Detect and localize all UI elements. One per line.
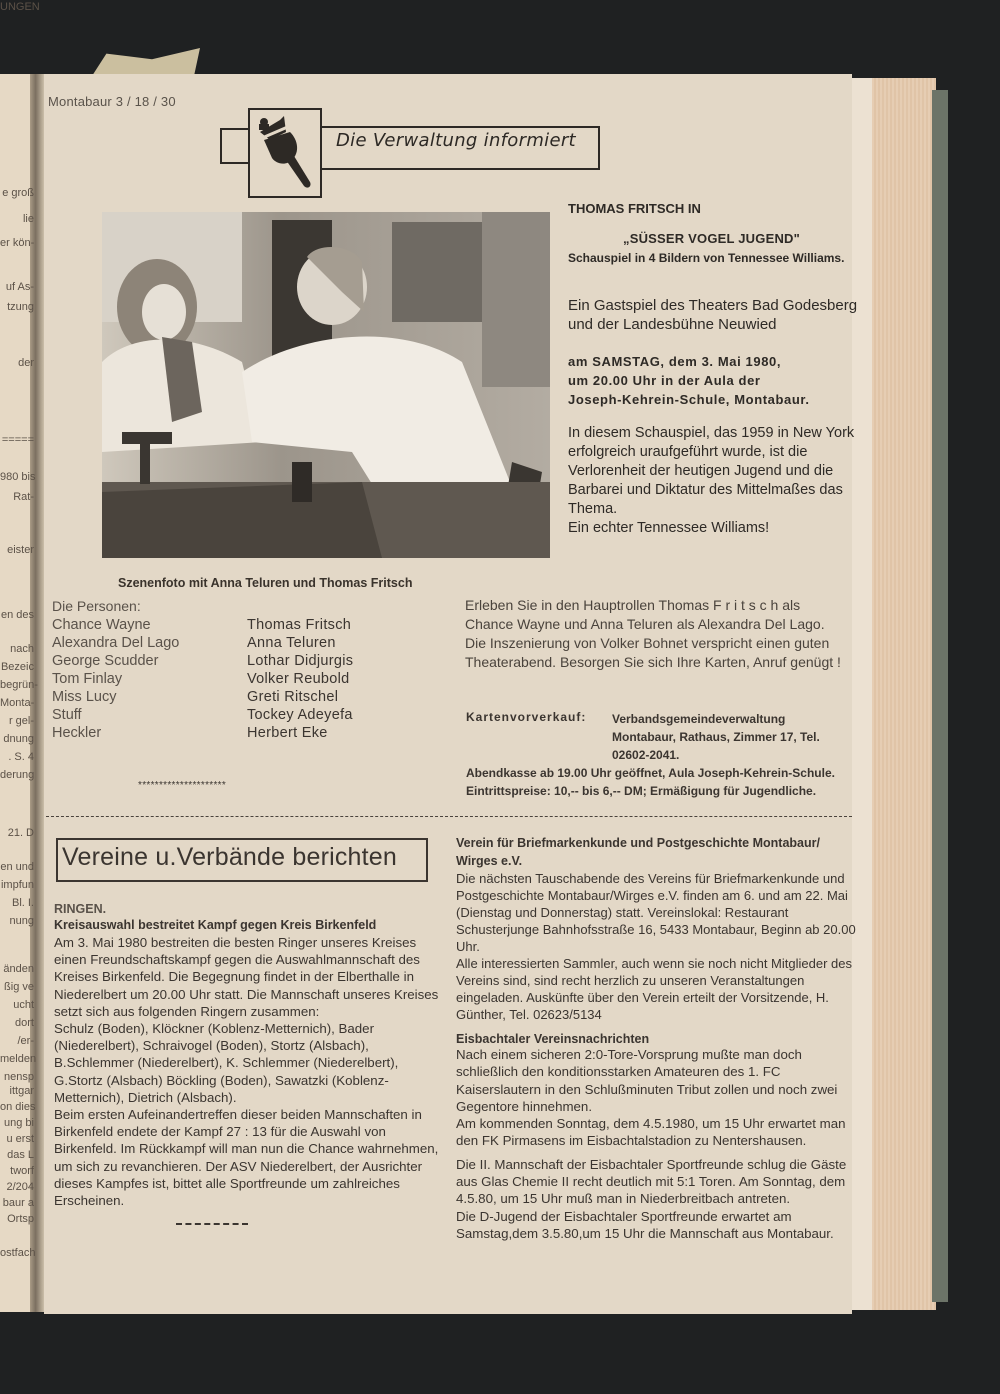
cast-row xyxy=(52,724,432,742)
left-page-fragment-text: Ortsp xyxy=(7,1213,34,1225)
eisbachtal-article xyxy=(456,1046,856,1242)
cast-role: Heckler xyxy=(52,725,102,741)
left-page-fragment-text: Monta- xyxy=(0,697,35,709)
left-page-fragment-text: baur a xyxy=(2,1197,34,1209)
section-divider xyxy=(46,816,852,817)
cast-row xyxy=(52,616,432,634)
play-venue-line: Joseph-Kehrein-Schule, Montabaur. xyxy=(568,392,810,407)
left-page-fragment-text: en des xyxy=(0,609,34,621)
promo-text xyxy=(465,596,845,672)
left-page-fragment-text: impfun xyxy=(0,879,34,891)
cast-actor: Herbert Eke xyxy=(247,725,328,741)
stamp-club-paragraph: Die nächsten Tauschabende des Vereins für Briefmarkenkunde und Postgeschichte Montabaur/Wirges e.V. finden am 6. und am 22. Mai (Dienstag und Donnerstag) statt. Vereinslokal: Restaurant Schusterjunge Bahnhofsstraße 16, 5433 Montabaur, Beginn ab 20.00 Uhr. xyxy=(456,871,856,954)
left-page-fragment-text: Bl. I. xyxy=(11,897,34,909)
scene-photo xyxy=(102,212,550,558)
banner-title: Die Verwaltung informiert xyxy=(336,130,576,151)
play-description-end: Ein echter Tennessee Williams! xyxy=(568,520,770,536)
cast-actor: Thomas Fritsch xyxy=(247,617,352,633)
banner-icon-frame xyxy=(248,108,322,198)
cast-role: Alexandra Del Lago xyxy=(52,635,180,651)
cast-row xyxy=(52,706,432,724)
eisbachtal-paragraph: Nach einem sicheren 2:0-Tore-Vorsprung mußte man doch schließlich den konditionsstarken Amateuren des 1. FC Kaiserslautern in den Schlußminuten Tribut zollen und noch zwei Gegentore hinnehmen. xyxy=(456,1047,838,1114)
cast-role: Tom Finlay xyxy=(52,671,123,687)
book-cover-edge xyxy=(932,90,948,1302)
wrestling-paragraph: Beim ersten Aufeinandertreffen dieser beiden Mannschaften in Birkenfeld endete der Kampf 27 : 13 für die Auswahl von Birkenfeld. Im Rückkampf will man nun die Chance wahrnehmen, um sich zu revanchieren. Der ASV Niederelbert, der Ausrichter dieses Kampfes ist, bittet alle Sportfreunde um zahlreiches Erscheinen. xyxy=(54,1107,439,1209)
cast-row xyxy=(52,670,432,688)
left-page-fragment-text: en und xyxy=(0,861,34,873)
left-page-fragment-text: Bezeic xyxy=(0,661,34,673)
left-page-fragment-text: ===== xyxy=(1,434,34,446)
left-page-fragment-text: der xyxy=(18,357,34,369)
left-page-fragment-text: dnung xyxy=(3,733,34,745)
page-reference: Montabaur 3 / 18 / 30 xyxy=(48,94,176,109)
cast-actor: Volker Reubold xyxy=(247,671,350,687)
left-page-fragment-text: tzung xyxy=(7,301,34,313)
left-page-fragment-text: 21. D xyxy=(7,827,34,839)
left-page-fragment-text: ostfach xyxy=(0,1247,36,1259)
left-page-fragment-text: . S. 4 xyxy=(8,751,34,763)
promo-production: Die Inszenierung von Volker Bohnet verspricht einen guten Theaterabend. Besorgen Sie sich Ihre Karten, Anruf genügt ! xyxy=(465,635,841,670)
cast-row xyxy=(52,688,432,706)
left-page-fragment-text: derung xyxy=(0,769,35,781)
left-page-fragment-text: eister xyxy=(7,544,34,556)
play-description-text: In diesem Schauspiel, das 1959 in New York erfolgreich uraufgeführt wurde, ist die Verlorenheit der heutigen Jugend und die Barbarei und Diktatur des Mittelmaßes das Thema. xyxy=(568,425,855,517)
eisbachtal-heading: Eisbachtaler Vereinsnachrichten xyxy=(456,1032,650,1046)
play-title: „SÜSSER VOGEL JUGEND" xyxy=(623,231,800,246)
left-page-fragment-text: er kön- xyxy=(0,237,35,249)
left-page-fragment-text: dort xyxy=(15,1017,34,1029)
article-end-rule xyxy=(176,1223,248,1225)
left-page-fragment-text: ßig ve xyxy=(4,981,34,993)
left-page-fragment-text: on dies xyxy=(0,1101,36,1113)
left-page-fragment-text: nensp xyxy=(4,1071,34,1083)
town-crier-bell-icon xyxy=(250,110,320,196)
wrestling-article xyxy=(54,934,446,1209)
play-subtitle: Schauspiel in 4 Bildern von Tennessee Williams. xyxy=(568,251,845,265)
photo-caption: Szenenfoto mit Anna Teluren und Thomas Fritsch xyxy=(118,576,413,590)
left-page-fragment-text: UNGEN xyxy=(0,1,40,13)
cast-actor: Tockey Adeyefa xyxy=(247,707,353,723)
left-page-fragment-text: 2/204 xyxy=(6,1181,34,1193)
left-page-fragment-text: e groß xyxy=(2,187,34,199)
box-office-info: Abendkasse ab 19.00 Uhr geöffnet, Aula Joseph-Kehrein-Schule. Eintrittspreise: 10,-- bis 6,-- DM; Ermäßigung für Jugendliche. xyxy=(466,766,835,798)
play-guest-performance: Ein Gastspiel des Theaters Bad Godesberg und der Landesbühne Neuwied xyxy=(568,297,858,333)
cast-actor: Lothar Didjurgis xyxy=(247,653,354,669)
left-page-fragment-text: u erst xyxy=(6,1133,34,1145)
left-page-fragment-text: ung bi xyxy=(4,1117,34,1129)
play-heading: THOMAS FRITSCH IN xyxy=(568,201,701,216)
eisbachtal-paragraph: Am kommenden Sonntag, dem 4.5.1980, um 15 Uhr erwartet man den FK Pirmasens im Eisbachtalstadion zu Nentershausen. xyxy=(456,1116,846,1149)
left-page-fragment-text: lie xyxy=(22,213,34,225)
section-title: Vereine u.Verbände berichten xyxy=(62,843,398,871)
left-page-fragment-text: änden xyxy=(3,963,34,975)
cast-list xyxy=(52,616,432,742)
cast-heading: Die Personen: xyxy=(52,598,141,614)
wrestling-heading: RINGEN. xyxy=(54,902,107,916)
cast-role: George Scudder xyxy=(52,653,159,669)
play-description xyxy=(568,424,858,538)
left-page-fragment-text: /er- xyxy=(17,1035,34,1047)
stamp-club-article xyxy=(456,870,856,1023)
stamp-club-paragraph: Alle interessierten Sammler, auch wenn sie noch nicht Mitglieder des Vereins sind, sind recht herzlich zu unseren Veranstaltungen eingeladen. Auskünfte über den Verein erteilt der Vorsitzende, H. Günther, Tel. 02623/5134 xyxy=(456,956,852,1022)
left-page-fragment-text: nung xyxy=(9,915,34,927)
wrestling-team-list: Schulz (Boden), Klöckner (Koblenz-Metternich), Bader (Niederelbert), Schraivogel (Boden), Stortz (Alsbach), B.Schlemmer (Niederelbert), K. Schlemmer (Niederelbert), G.Stortz (Alsbach) Böckling (Boden), Sawatzki (Koblenz-Metternich), Dietrich (Alsbach). xyxy=(54,1021,399,1105)
presale-address: Verbandsgemeindeverwaltung Montabaur, Rathaus, Zimmer 17, Tel. 02602-2041. xyxy=(612,712,820,762)
left-page-fragment-text: begrün- xyxy=(0,679,38,691)
stamp-club-heading: Verein für Briefmarkenkunde und Postgeschichte Montabaur/ Wirges e.V. xyxy=(456,836,820,868)
cast-role: Miss Lucy xyxy=(52,689,117,705)
cast-actor: Anna Teluren xyxy=(247,635,336,651)
presale-label: Kartenvorverkauf: xyxy=(466,710,587,724)
stars-separator: ********************* xyxy=(138,780,227,791)
cast-row xyxy=(52,634,432,652)
eisbachtal-paragraph: Die D-Jugend der Eisbachtaler Sportfreunde erwartet am Samstag,dem 3.5.80,um 15 Uhr die Mannschaft aus Montabaur. xyxy=(456,1208,834,1241)
left-page-fragment-text: uf As- xyxy=(5,281,34,293)
wrestling-subheading: Kreisauswahl bestreitet Kampf gegen Kreis Birkenfeld xyxy=(54,918,377,932)
left-page-fragment-text: melden xyxy=(0,1053,37,1065)
cast-role: Stuff xyxy=(52,707,82,723)
left-page-fragment-text: ucht xyxy=(13,999,34,1011)
cast-role: Chance Wayne xyxy=(52,617,151,633)
play-date xyxy=(568,352,858,409)
left-page-fragment-text: nach xyxy=(10,643,34,655)
left-page-fragment-text: 980 bis xyxy=(0,471,36,483)
left-page-fragment-text: das L xyxy=(7,1149,34,1161)
cast-row xyxy=(52,652,432,670)
left-page-fragment-text: tworf xyxy=(10,1165,34,1177)
left-page-fragment-text: r gel- xyxy=(8,715,34,727)
play-date-line: am SAMSTAG, dem 3. Mai 1980, xyxy=(568,354,782,369)
play-time-line: um 20.00 Uhr in der Aula der xyxy=(568,373,761,388)
left-page-fragment-text: ittgar xyxy=(9,1085,34,1097)
bookmark-strip xyxy=(80,48,200,76)
left-page-fragment-text: Rat- xyxy=(13,491,34,503)
cast-actor: Greti Ritschel xyxy=(247,689,339,705)
promo-lead-roles: Erleben Sie in den Hauptrollen Thomas F r i t s c h als Chance Wayne und Anna Teluren als Alexandra Del Lago. xyxy=(465,597,825,632)
wrestling-paragraph: Am 3. Mai 1980 bestreiten die besten Ringer unseres Kreises einen Freundschaftskampf gegen die Auswahlmannschaft des Kreises Birkenfeld. Die Begegnung findet in der Elberthalle in Niederelbert um 20.00 Uhr statt. Die Mannschaft unseres Kreises setzt sich aus folgenden Ringern zusammen: xyxy=(54,935,439,1019)
eisbachtal-paragraph: Die II. Mannschaft der Eisbachtaler Sportfreunde schlug die Gäste aus Glas Chemie II recht deutlich mit 5:1 Toren. Am Sonntag, dem 4.5.80, um 15 Uhr muß man in Niederbreitbach antreten. xyxy=(456,1156,847,1207)
